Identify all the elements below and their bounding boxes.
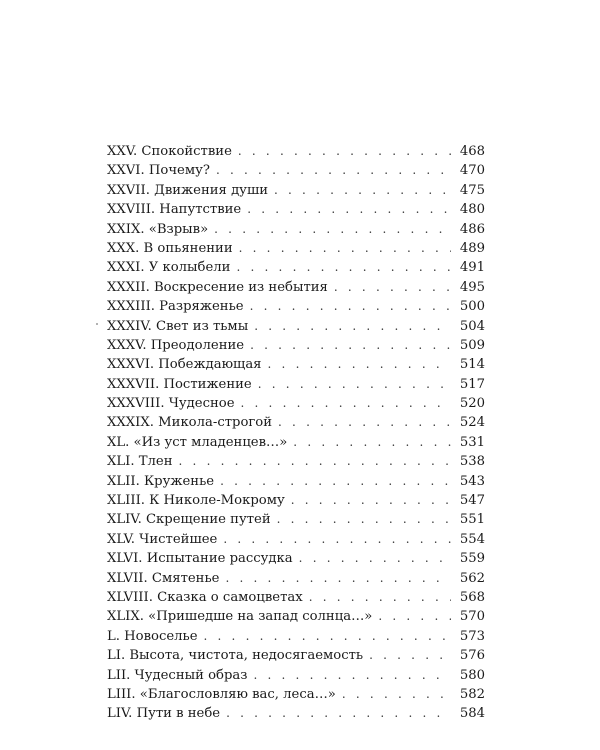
toc-entry-page-number: 486: [459, 221, 485, 237]
dot-leader: [342, 685, 451, 704]
dot-leader: [293, 433, 451, 452]
toc-entry: [107, 317, 485, 336]
dot-leader: [239, 239, 451, 258]
toc-entry-page-number: 559: [459, 551, 485, 567]
toc-entry-title: L. Новоселье: [107, 628, 198, 644]
toc-entry-title: XXXII. Воскресение из небытия: [107, 279, 328, 295]
toc-entry-page-number: 547: [459, 493, 485, 509]
toc-entry: [107, 181, 485, 200]
toc-entry-title: XXX. В опьянении: [107, 240, 233, 256]
dot-leader: [278, 413, 451, 432]
toc-entry-title: XLVI. Испытание рассудка: [107, 551, 293, 567]
toc-entry-page-number: 480: [459, 202, 485, 218]
toc-entry-page-number: 584: [459, 706, 485, 722]
dot-leader: [216, 161, 451, 180]
dot-leader: [254, 317, 451, 336]
toc-entry-title: XXXI. У колыбели: [107, 260, 231, 276]
dot-leader: [274, 181, 451, 200]
dot-leader: [238, 142, 451, 161]
toc-entry: [107, 452, 485, 471]
toc-entry: [107, 278, 485, 297]
toc-entry: [107, 375, 485, 394]
toc-entry: [107, 336, 485, 355]
toc-entry-title: LII. Чудесный образ: [107, 667, 248, 683]
dot-leader: [250, 297, 451, 316]
toc-entry-page-number: 580: [459, 667, 485, 683]
toc-entry-page-number: 538: [459, 454, 485, 470]
toc-entry-page-number: 514: [459, 357, 485, 373]
toc-entry: [107, 413, 485, 432]
toc-entry-page-number: 489: [459, 240, 485, 256]
dot-leader: [179, 452, 451, 471]
toc-entry-title: XXXIV. Свет из тьмы: [107, 318, 249, 334]
dot-leader: [334, 278, 451, 297]
toc-entry: [107, 646, 485, 665]
toc-entry-page-number: 500: [459, 299, 485, 315]
dot-leader: [236, 258, 451, 277]
toc-entry: [107, 161, 485, 180]
toc-entry-page-number: 468: [459, 144, 485, 159]
toc-entry: [107, 549, 485, 568]
dot-leader: [204, 627, 452, 646]
toc-entry-title: XLI. Тлен: [107, 454, 173, 470]
toc-entry-page-number: 531: [459, 434, 485, 450]
toc-entry-page-number: 543: [459, 473, 485, 489]
toc-entry-title: XXIX. «Взрыв»: [107, 221, 209, 237]
dot-leader: [253, 666, 451, 685]
toc-entry-title: XXXVIII. Чудесное: [107, 396, 235, 412]
dot-leader: [299, 549, 451, 568]
dot-leader: [250, 336, 451, 355]
toc-entry-page-number: 517: [459, 376, 485, 392]
toc-entry: [107, 472, 485, 491]
toc-entry: [107, 510, 485, 529]
toc-entry-title: XXVI. Почему?: [107, 163, 210, 179]
toc-entry: [107, 355, 485, 374]
dot-leader: [226, 704, 451, 723]
toc-entry-page-number: 524: [459, 415, 485, 431]
dot-leader: [378, 607, 451, 626]
toc-entry: [107, 666, 485, 685]
dot-leader: [223, 530, 451, 549]
dot-leader: [241, 394, 452, 413]
toc-entry: [107, 607, 485, 626]
toc-entry: [107, 627, 485, 646]
toc-entry-page-number: 470: [459, 163, 485, 179]
toc-entry-page-number: 520: [459, 396, 485, 412]
toc-entry-title: XXXVII. Постижение: [107, 376, 252, 392]
toc-entry-page-number: 491: [459, 260, 485, 276]
toc-entry: [107, 685, 485, 704]
toc-entry-page-number: 554: [459, 531, 485, 547]
scan-speck: [96, 323, 98, 325]
toc-entry-page-number: 568: [459, 589, 485, 605]
toc-entry-page-number: 551: [459, 512, 485, 528]
toc-entry-page-number: 504: [459, 318, 485, 334]
toc-entry-title: XLIII. К Николе-Мокрому: [107, 493, 285, 509]
toc-entry: [107, 569, 485, 588]
toc-entry: [107, 704, 485, 723]
toc-entry-page-number: 562: [459, 570, 485, 586]
toc-entry: [107, 200, 485, 219]
dot-leader: [277, 510, 451, 529]
toc-entry: [107, 142, 485, 161]
dot-leader: [258, 375, 451, 394]
toc-entry-title: XXXIX. Микола-строгой: [107, 415, 273, 431]
toc-entry-title: XLIV. Скрещение путей: [107, 512, 271, 528]
toc-entry-title: XLVII. Смятенье: [107, 570, 220, 586]
toc-entry-title: XXXIII. Разряженье: [107, 299, 244, 315]
dot-leader: [247, 200, 451, 219]
toc-entry: [107, 258, 485, 277]
toc-entry-title: XXXVI. Побеждающая: [107, 357, 262, 373]
toc-entry-title: LI. Высота, чистота, недосягаемость: [107, 648, 364, 664]
dot-leader: [220, 472, 451, 491]
toc-entry-page-number: 570: [459, 609, 485, 625]
toc-entry-page-number: 573: [459, 628, 485, 644]
toc-entry: [107, 297, 485, 316]
dot-leader: [268, 355, 451, 374]
toc-entry-title: XXVIII. Напутствие: [107, 202, 242, 218]
toc-entry: [107, 433, 485, 452]
toc-entry-page-number: 582: [459, 686, 485, 702]
table-of-contents: [107, 142, 485, 724]
toc-entry-page-number: 509: [459, 337, 485, 353]
toc-entry-title: XLV. Чистейшее: [107, 531, 218, 547]
toc-entry-title: XXVII. Движения души: [107, 182, 268, 198]
toc-entry-title: LIII. «Благословляю вас, леса…»: [107, 686, 336, 702]
dot-leader: [369, 646, 451, 665]
dot-leader: [214, 220, 451, 239]
toc-entry-page-number: 576: [459, 648, 485, 664]
dot-leader: [309, 588, 451, 607]
dot-leader: [291, 491, 451, 510]
toc-entry: [107, 530, 485, 549]
toc-entry: [107, 239, 485, 258]
toc-entry-title: XLII. Круженье: [107, 473, 215, 489]
toc-entry-title: XL. «Из уст младенцев…»: [107, 434, 288, 450]
toc-entry: [107, 588, 485, 607]
toc-entry-page-number: 495: [459, 279, 485, 295]
toc-entry-title: XXV. Спокойствие: [107, 144, 232, 159]
toc-entry-title: LIV. Пути в небе: [107, 706, 221, 722]
toc-entry: [107, 220, 485, 239]
toc-entry-title: XLIX. «Пришедше на запад солнца…»: [107, 609, 373, 625]
toc-entry-title: XXXV. Преодоление: [107, 337, 245, 353]
dot-leader: [225, 569, 451, 588]
toc-entry: [107, 394, 485, 413]
toc-entry-title: XLVIII. Сказка о самоцветах: [107, 589, 303, 605]
toc-entry-page-number: 475: [459, 182, 485, 198]
toc-entry: [107, 491, 485, 510]
